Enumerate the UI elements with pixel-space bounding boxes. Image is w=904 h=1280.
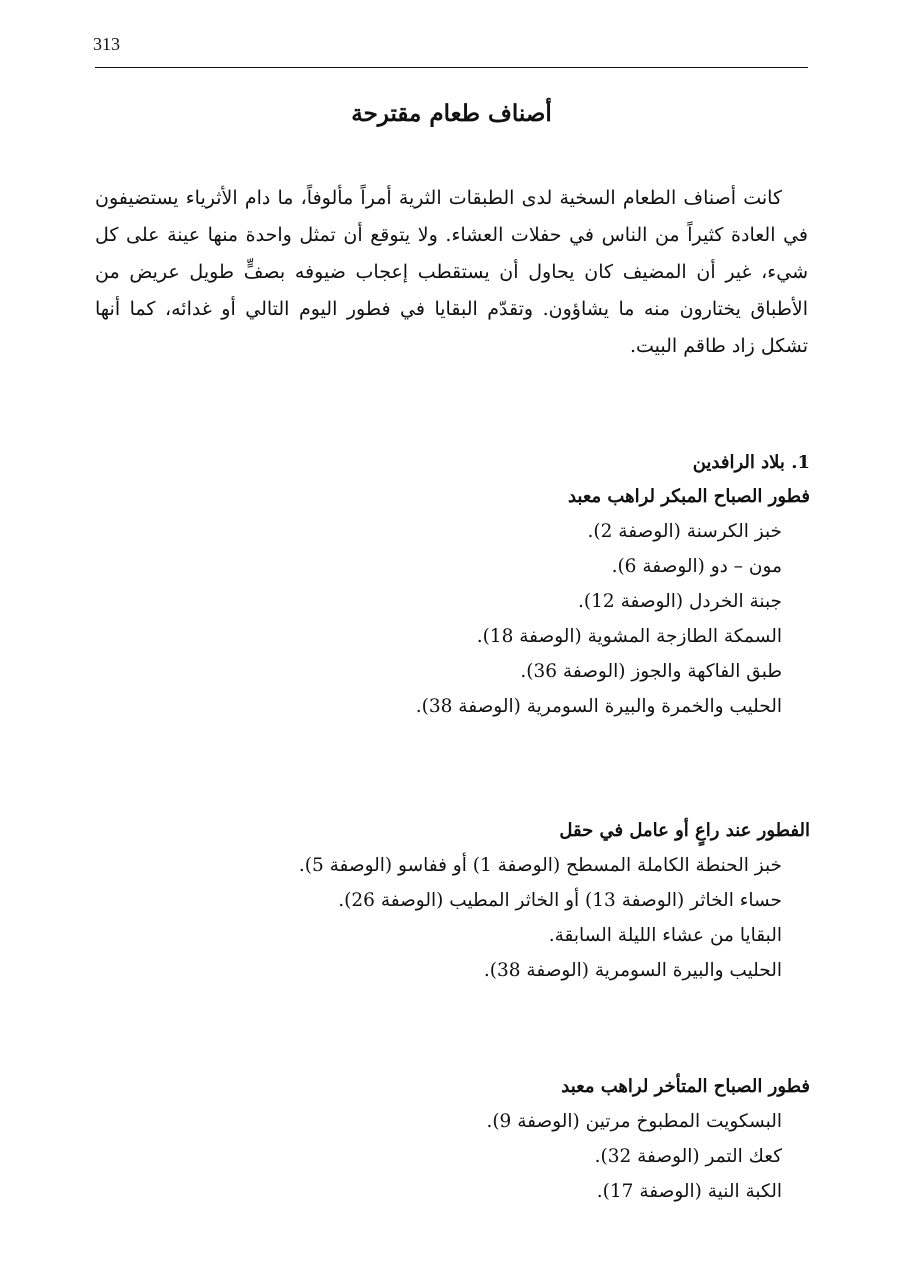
menu-item: خبز الحنطة الكاملة المسطح (الوصفة 1) أو ففاسو (الوصفة 5). xyxy=(298,855,782,876)
menu-item: خبز الكرسنة (الوصفة 2). xyxy=(587,521,782,542)
section-mesopotamia xyxy=(416,446,810,724)
intro-paragraph: كانت أصناف الطعام السخية لدى الطبقات الثرية أمراً مألوفاً، ما دام الأثرياء يستضيفون في العادة كثيراً من الناس في حفلات العشاء. ولا يتوقع أن تمثل واحدة منها عينة على كل شيء، غير أن المضيف كان يحاول أن يستقطب إعجاب ضيوفه بصفٍّ طويل عريض من الأطباق يختارون منه ما يشاؤون. وتقدّم البقايا في فطور اليوم التالي أو غدائه، كما أنها تشكل زاد طاقم البيت. xyxy=(95,187,808,357)
menu-item: السمكة الطازجة المشوية (الوصفة 18). xyxy=(476,626,782,647)
menu-item: الحليب والبيرة السومرية (الوصفة 38). xyxy=(483,960,782,981)
menu-item: كعك التمر (الوصفة 32). xyxy=(594,1146,782,1167)
menu-item: الكبة النية (الوصفة 17). xyxy=(596,1181,782,1202)
menu-late-breakfast xyxy=(486,1070,810,1209)
menu-item: البقايا من عشاء الليلة السابقة. xyxy=(548,925,782,946)
page-number: 313 xyxy=(93,34,120,54)
header-rule xyxy=(95,67,808,68)
menu-item: مون – دو (الوصفة 6). xyxy=(611,556,782,577)
page-title: أصناف طعام مقترحة xyxy=(351,100,552,127)
menu-item: الحليب والخمرة والبيرة السومرية (الوصفة 38). xyxy=(415,696,782,717)
menu-item-list xyxy=(416,514,810,724)
menu-item-list xyxy=(486,1104,810,1209)
menu-item: البسكويت المطبوخ مرتين (الوصفة 9). xyxy=(486,1111,782,1132)
menu-heading: الفطور عند راعٍ أو عامل في حقل xyxy=(559,820,810,841)
menu-heading: فطور الصباح المبكر لراهب معبد xyxy=(567,486,810,507)
menu-item: طبق الفاكهة والجوز (الوصفة 36). xyxy=(520,661,782,682)
menu-item: جبنة الخردل (الوصفة 12). xyxy=(578,591,782,612)
section-heading: 1. بلاد الرافدين xyxy=(692,452,810,473)
menu-item-list xyxy=(299,848,810,988)
menu-shepherd-breakfast xyxy=(299,814,810,988)
menu-heading: فطور الصباح المتأخر لراهب معبد xyxy=(561,1076,810,1097)
menu-item: حساء الخاثر (الوصفة 13) أو الخاثر المطيب (الوصفة 26). xyxy=(338,890,782,911)
